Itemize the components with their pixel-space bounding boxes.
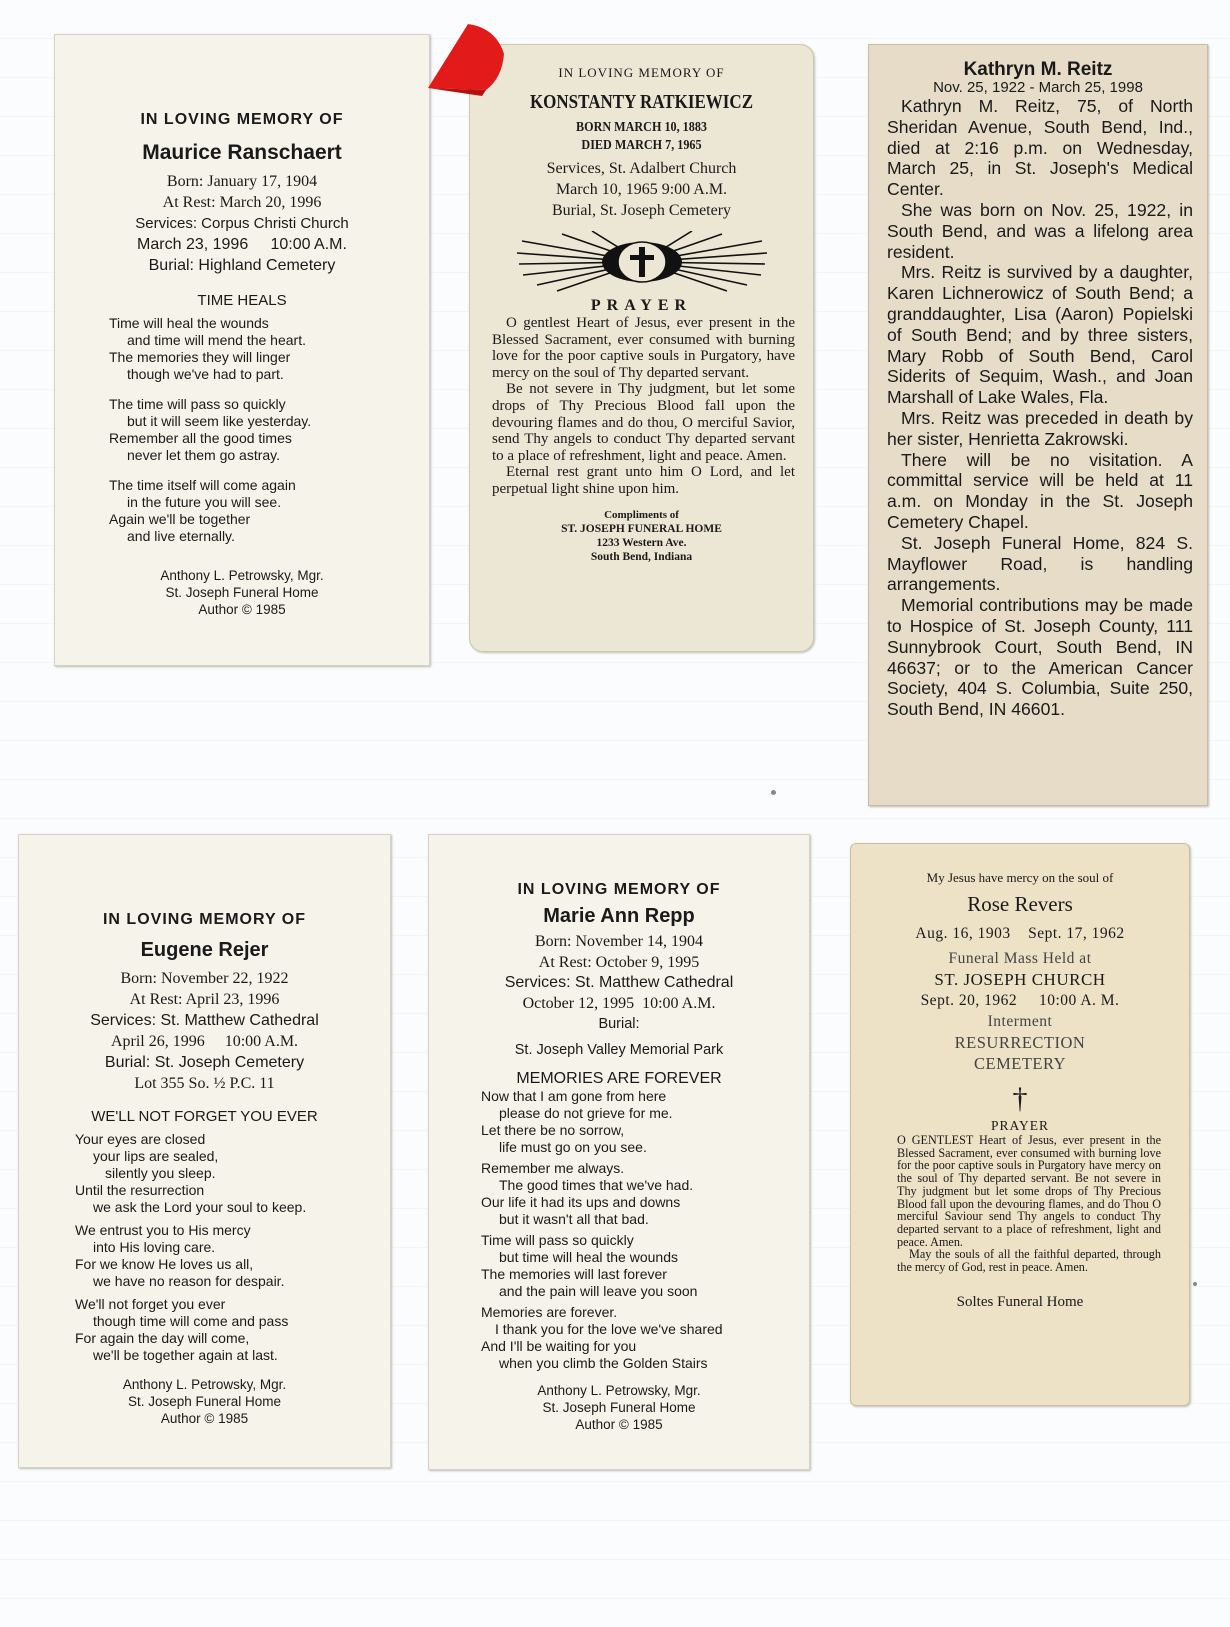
poem-line: The memories they will linger [109, 349, 291, 365]
footer-line: Anthony L. Petrowsky, Mgr. [122, 1377, 287, 1392]
memorial-card-maurice [54, 34, 430, 666]
cemetery-line: CEMETERY [973, 1054, 1066, 1073]
poem-line: and live eternally. [127, 528, 235, 544]
deceased-name: Kathryn M. Reitz [963, 59, 1113, 80]
footer-line: St. Joseph Funeral Home [542, 1400, 696, 1415]
poem-line: The time itself will come again [109, 477, 296, 493]
poem-line: The time will pass so quickly [109, 396, 286, 412]
poem-line: your lips are sealed, [93, 1148, 219, 1164]
paper-speck [771, 790, 776, 795]
prayer-title: PRAYER [990, 1118, 1050, 1133]
service-date: March 10, 1965 9:00 A.M. [555, 181, 728, 198]
prayer-paragraph: O GENTLEST Heart of Jesus, ever present in the Blessed Sacrament, ever consumed with burning love for the poor captive souls in Purgatory have mercy on the soul of Thy departed servant. Be not severe in Thy judgment but let some drops of Thy Precious Blood fall upon the devouring flames, and do Thou O merciful Saviour send Thy angels to conduct Thy departed servant to a place of refreshment, light and peace. Amen. [897, 1133, 1161, 1249]
poem-line: Our life it had its ups and downs [481, 1194, 681, 1210]
poem-line: I thank you for the love we've shared [495, 1321, 723, 1337]
footer-line: South Bend, Indiana [590, 550, 693, 563]
burial-line: Burial: Highland Cemetery [148, 257, 336, 274]
burial-label: Burial: [598, 1016, 640, 1032]
poem-line: Now that I am gone from here [481, 1088, 667, 1104]
poem-line: Memories are forever. [481, 1304, 618, 1320]
obituary-clipping-kathryn [868, 44, 1208, 806]
service-date: March 23, 1996 10:00 A.M. [137, 236, 347, 253]
deceased-name: Maurice Ranschaert [142, 141, 342, 164]
services-line: Services, St. Adalbert Church [546, 160, 737, 177]
card-details [55, 171, 429, 276]
poem-line: but it will seem like yesterday. [127, 413, 312, 429]
poem-line: though we've had to part. [127, 366, 284, 382]
born-date: Born: November 14, 1904 [535, 933, 703, 950]
red-ribbon-corner [424, 20, 508, 98]
service-date: April 26, 1996 10:00 A.M. [110, 1033, 299, 1050]
footer-line: Anthony L. Petrowsky, Mgr. [537, 1383, 701, 1398]
burial-line: Burial, St. Joseph Cemetery [551, 202, 732, 219]
poem-line: and time will mend the heart. [127, 332, 306, 348]
card-footer [19, 1376, 390, 1427]
life-dates: Aug. 16, 1903 Sept. 17, 1962 [915, 925, 1125, 942]
poem-line: silently you sleep. [105, 1165, 216, 1181]
interment-line: Interment [987, 1013, 1053, 1030]
poem [481, 1088, 809, 1372]
poem-line: We'll not forget you ever [75, 1296, 226, 1312]
card-heading: My Jesus have mercy on the soul of [926, 870, 1114, 885]
poem-line: The good times that we've had. [499, 1177, 694, 1193]
poem-title: WE'LL NOT FORGET YOU EVER [91, 1108, 318, 1125]
burial-line: St. Joseph Valley Memorial Park [514, 1042, 724, 1058]
footer-line: Author © 1985 [575, 1417, 663, 1432]
poem-line: Your eyes are closed [75, 1131, 206, 1147]
poem-line: Remember me always. [481, 1160, 625, 1176]
deceased-name: KONSTANTY RATKIEWICZ [529, 91, 754, 113]
memorial-card-eugene [18, 834, 391, 1468]
deceased-name: Marie Ann Repp [543, 905, 695, 927]
prayer-text [897, 1134, 1161, 1274]
poem-line: life must go on you see. [499, 1139, 647, 1155]
poem-line: Time will heal the wounds [109, 315, 269, 331]
paper-speck [1193, 1282, 1197, 1286]
footer-line: Compliments of [604, 508, 679, 521]
poem-line: And I'll be waiting for you [481, 1338, 637, 1354]
footer-line: St. Joseph Funeral Home [165, 585, 319, 600]
cross-icon: † [1012, 1082, 1028, 1115]
footer-line: St. Joseph Funeral Home [127, 1394, 282, 1409]
service-date: Sept. 20, 1962 10:00 A. M. [920, 992, 1120, 1009]
card-heading: IN LOVING MEMORY OF [140, 111, 344, 128]
card-heading: IN LOVING MEMORY OF [517, 881, 721, 898]
poem-line: we have no reason for despair. [93, 1273, 285, 1289]
card-details [19, 968, 390, 1094]
born-date: Born: January 17, 1904 [166, 173, 318, 190]
memorial-card-marie [428, 834, 810, 1470]
card-heading: IN LOVING MEMORY OF [102, 911, 306, 928]
cemetery-line: RESURRECTION [954, 1033, 1086, 1052]
poem-line: and the pain will leave you soon [499, 1283, 698, 1299]
prayer-paragraph: May the souls of all the faithful departed, through the mercy of God, rest in peace. Amen. [897, 1247, 1161, 1275]
card-footer [55, 567, 429, 618]
poem-line: Time will pass so quickly [481, 1232, 634, 1248]
poem-line: in the future you will see. [127, 494, 282, 510]
died-date: DIED MARCH 7, 1965 [581, 137, 702, 152]
mass-line: Funeral Mass Held at [948, 950, 1092, 967]
obituary-paragraph: Mrs. Reitz is survived by a daughter, Karen Lichnerowicz of South Bend; a granddaughter, Lisa (Aaron) Popielski of South Bend; and by three sisters, Mary Robb of South Bend, Carol Siderits of Sequim, Wash., and Joan Marshall of Lake Wales, Fla. [887, 262, 1193, 408]
memorial-card-konstanty [469, 44, 814, 652]
obituary-text [887, 96, 1193, 720]
prayer-paragraph: O gentlest Heart of Jesus, ever present in the Blessed Sacrament, ever consumed with burning love for the poor captive souls in Purgatory, have mercy on the soul of Thy departed servant. [492, 315, 795, 381]
obituary-paragraph: There will be no visitation. A committal service will be held at 11 a.m. on Monday in the St. Joseph Cemetery Chapel. [887, 449, 1193, 532]
rest-date: At Rest: March 20, 1996 [162, 194, 322, 211]
obituary-paragraph: St. Joseph Funeral Home, 824 S. Mayflower Road, is handling arrangements. [887, 532, 1193, 595]
footer-line: 1233 Western Ave. [596, 536, 687, 549]
prayer-paragraph: Eternal rest grant unto him O Lord, and let perpetual light shine upon him. [492, 464, 795, 497]
obituary-paragraph: Kathryn M. Reitz, 75, of North Sheridan Avenue, South Bend, Ind., died at 2:16 p.m. on Wednesday, March 25, in St. Joseph's Medical Center. [887, 96, 1193, 200]
rest-date: At Rest: October 9, 1995 [538, 953, 700, 971]
poem-line: Until the resurrection [75, 1182, 205, 1198]
born-date: Born: November 22, 1922 [120, 970, 289, 987]
services-line: Services: St. Matthew Cathedral [90, 1012, 319, 1029]
church-line: ST. JOSEPH CHURCH [934, 970, 1106, 989]
life-dates: Nov. 25, 1922 - March 25, 1998 [933, 79, 1143, 96]
poem-line: Let there be no sorrow, [481, 1122, 625, 1138]
prayer-paragraph: Be not severe in Thy judgment, but let some drops of Thy Precious Blood fall upon the devouring flames and do thou, O merciful Savior, send Thy angels to conduct Thy departed servant to a place of refreshment, light and peace. Amen. [492, 381, 795, 464]
rest-date: At Rest: April 23, 1996 [129, 991, 280, 1008]
born-date: BORN MARCH 10, 1883 [576, 119, 707, 134]
footer-line: ST. JOSEPH FUNERAL HOME [561, 522, 722, 535]
poem-line: but time will heal the wounds [499, 1249, 678, 1265]
obituary-paragraph: Memorial contributions may be made to Hospice of St. Joseph County, 111 Sunnybrook Court, South Bend, IN 46637; or to the American Cancer Society, 404 S. Columbia, Suite 250, South Bend, IN 46601. [887, 595, 1193, 720]
prayer-title: PRAYER [590, 297, 693, 314]
poem-line: We entrust you to His mercy [75, 1222, 251, 1238]
poem-line: please do not grieve for me. [499, 1105, 673, 1121]
poem-line: The memories will last forever [481, 1266, 667, 1282]
poem-line: into His loving care. [93, 1239, 216, 1255]
footer-line: Author © 1985 [160, 1411, 249, 1426]
poem [75, 1131, 390, 1364]
poem-title: TIME HEALS [197, 292, 287, 309]
poem-line: we ask the Lord your soul to keep. [93, 1199, 307, 1215]
poem-line: For we know He loves us all, [75, 1256, 254, 1272]
poem-line: never let them go astray. [127, 447, 281, 463]
burial-line: Burial: St. Joseph Cemetery [104, 1054, 305, 1071]
deceased-name: Rose Revers [967, 892, 1073, 916]
card-details [429, 932, 809, 1060]
poem-line: we'll be together again at last. [93, 1347, 278, 1363]
poem-line: though time will come and pass [93, 1313, 289, 1329]
footer-line: Author © 1985 [198, 602, 286, 617]
card-footer [470, 508, 813, 564]
poem [109, 315, 429, 545]
deceased-name: Eugene Rejer [140, 939, 269, 961]
memorial-card-rose [850, 843, 1190, 1406]
footer-line: Anthony L. Petrowsky, Mgr. [160, 568, 324, 583]
poem-line: Remember all the good times [109, 430, 292, 446]
poem-line: For again the day will come, [75, 1330, 250, 1346]
poem-title: MEMORIES ARE FOREVER [516, 1070, 722, 1087]
radiant-cross-icon [517, 231, 767, 293]
poem-line: but it wasn't all that bad. [499, 1211, 649, 1227]
prayer-text [492, 315, 795, 498]
card-heading: IN LOVING MEMORY OF [558, 65, 725, 80]
poem-line: when you climb the Golden Stairs [499, 1355, 708, 1371]
obituary-paragraph: She was born on Nov. 25, 1922, in South Bend, and was a lifelong area resident. [887, 199, 1193, 262]
poem-line: Again we'll be together [109, 511, 251, 527]
lot-line: Lot 355 So. ½ P.C. 11 [134, 1075, 275, 1092]
services-line: Services: Corpus Christi Church [135, 215, 349, 232]
card-footer [429, 1382, 809, 1433]
service-date: October 12, 1995 10:00 A.M. [522, 994, 716, 1012]
services-line: Services: St. Matthew Cathedral [504, 974, 734, 991]
card-footer: Soltes Funeral Home [956, 1293, 1084, 1310]
obituary-paragraph: Mrs. Reitz was preceded in death by her sister, Henrietta Zakrowski. [887, 407, 1193, 449]
